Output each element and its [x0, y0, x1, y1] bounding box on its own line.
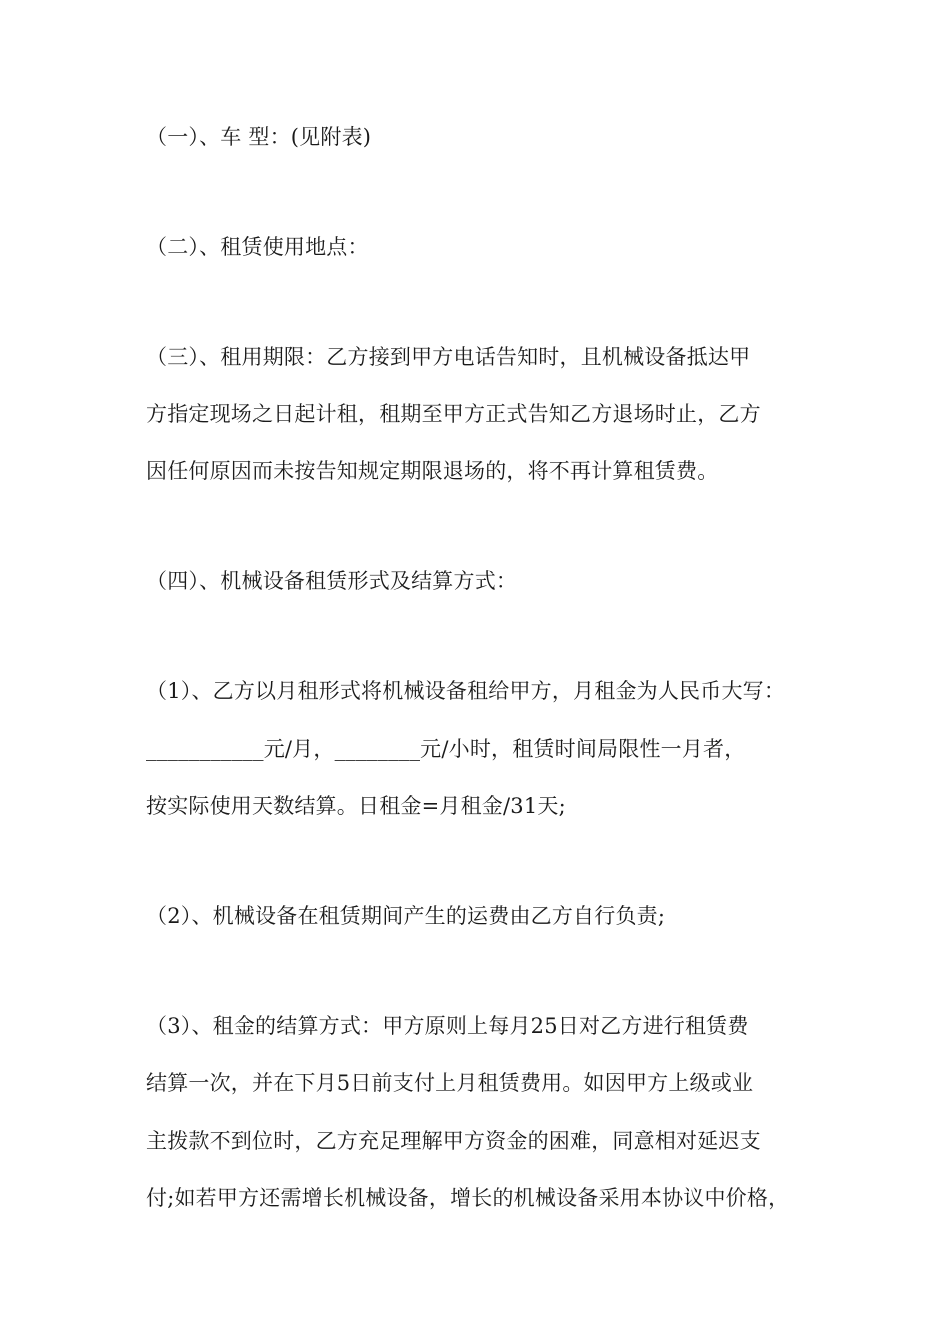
- clause-4-1-line-3: 按实际使用天数结算。日租金=月租金/31天;: [146, 794, 566, 818]
- clause-4-3-line-4: 付;如若甲方还需增长机械设备，增长的机械设备采用本协议中价格，: [146, 1186, 790, 1210]
- clause-2-location: （二）、租赁使用地点：: [146, 235, 369, 259]
- clause-3-line-1: （三）、租用期限：乙方接到甲方电话告知时，且机械设备抵达甲: [146, 345, 751, 369]
- clause-3-line-2: 方指定现场之日起计租，租期至甲方正式告知乙方退场时止，乙方: [146, 402, 761, 426]
- clause-4-3-line-3: 主拨款不到位时，乙方充足理解甲方资金的困难，同意相对延迟支: [146, 1129, 761, 1153]
- clause-4-1-line-1: （1）、乙方以月租形式将机械设备租给甲方，月租金为人民币大写：: [146, 679, 786, 703]
- clause-4-1-line-2: ___________元/月，________元/小时，租赁时间局限性一月者，: [146, 737, 746, 761]
- clause-4-3-line-2: 结算一次，并在下月5日前支付上月租赁费用。如因甲方上级或业: [146, 1071, 754, 1095]
- clause-4-3-line-1: （3）、租金的结算方式：甲方原则上每月25日对乙方进行租赁费: [146, 1014, 749, 1038]
- clause-4-2: （2）、机械设备在租赁期间产生的运费由乙方自行负责;: [146, 904, 666, 928]
- clause-3-line-3: 因任何原因而未按告知规定期限退场的，将不再计算租赁费。: [146, 459, 719, 483]
- clause-1-vehicle-type: （一）、车 型：(见附表): [146, 125, 372, 149]
- clause-4-heading: （四）、机械设备租赁形式及结算方式：: [146, 569, 518, 593]
